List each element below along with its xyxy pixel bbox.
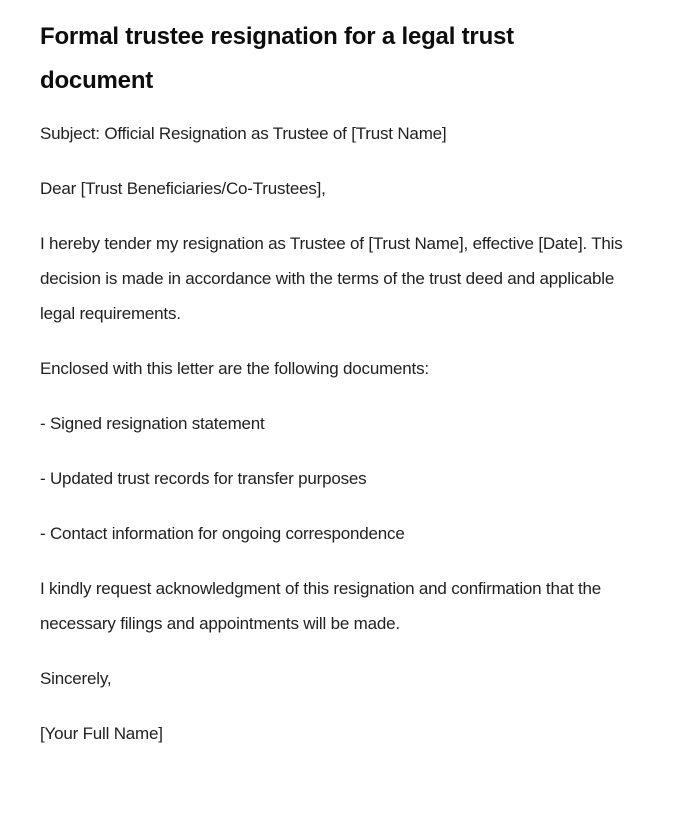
resignation-statement-paragraph: I hereby tender my resignation as Trustee of [Trust Name], effective [Date]. This decision is made in accordance with the terms of the trust deed and applicable legal requirements.: [40, 234, 623, 323]
signature-name-placeholder: [Your Full Name]: [40, 724, 163, 743]
document-title: Formal trustee resignation for a legal trust document: [40, 23, 514, 94]
subject-line: Subject: Official Resignation as Trustee of [Trust Name]: [40, 124, 447, 143]
enclosure-item-signed-statement: - Signed resignation statement: [40, 414, 265, 433]
closing-valediction: Sincerely,: [40, 669, 112, 688]
enclosure-item-trust-records: - Updated trust records for transfer purposes: [40, 469, 367, 488]
enclosures-intro: Enclosed with this letter are the following documents:: [40, 359, 429, 378]
acknowledgment-request-paragraph: I kindly request acknowledgment of this resignation and confirmation that the necessary filings and appointments will be made.: [40, 579, 602, 633]
salutation: Dear [Trust Beneficiaries/Co-Trustees],: [40, 179, 326, 198]
enclosure-item-contact-info: - Contact information for ongoing correspondence: [40, 524, 405, 543]
